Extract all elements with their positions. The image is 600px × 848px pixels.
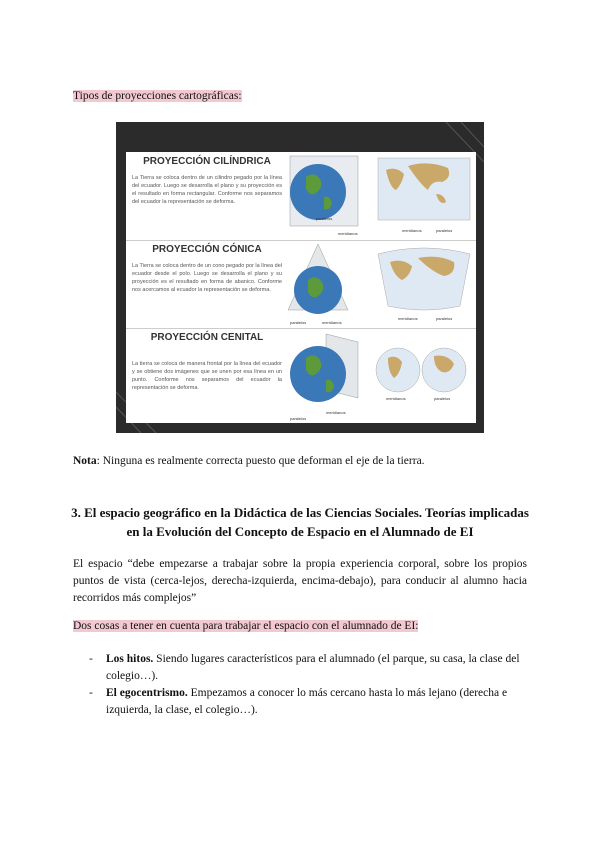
label-paralelos-map: paralelos (436, 316, 453, 321)
projection-row-conic (126, 240, 476, 329)
cylindrical-illustration (286, 152, 476, 240)
list-item: - Los hitos. Siendo lugares característicos para el alumnado (el parque, su casa, la clase del colegio…). (89, 653, 520, 682)
label-paralelos: paralelos (290, 416, 307, 421)
subheading: Dos cosas a tener en cuenta para trabajar el espacio con el alumnado de EI: (73, 620, 419, 632)
note-text: : Ninguna es realmente correcta puesto que deforman el eje de la tierra. (96, 455, 425, 467)
label-meridianos-map: meridianos (402, 228, 422, 233)
label-paralelos-map: paralelos (436, 228, 453, 233)
projection-description: La tierra se coloca de manera frontal por la línea del ecuador y se obtiene dos imágenes que se unen por esa línea en un punto. Conforme nos separamos del ecuador la representación se deforma. (132, 361, 282, 391)
projections-panel (126, 152, 476, 423)
label-meridianos-map: meridianos (398, 316, 418, 321)
projection-title: PROYECCIÓN CILÍNDRICA (143, 156, 271, 167)
projection-title: PROYECCIÓN CENITAL (150, 332, 264, 343)
note-label: Nota (73, 455, 97, 467)
list-item: - El egocentrismo. Empezamos a conocer lo más cercano hasta lo más lejano (derecha e izquierda, la clase, el colegio…). (89, 687, 508, 716)
projection-row-azimuthal (126, 328, 476, 423)
projection-description: La Tierra se coloca dentro de un cilindro pegado por la línea del ecuador. Luego se desarrolla el plano y su proyección es el resultado en forma rectangular. Conforme nos separamos del ecuador la representación se deforma. (132, 175, 282, 205)
note-paragraph (73, 453, 527, 470)
section-title: 3. El espacio geográfico en la Didáctica de las Ciencias Sociales. Teorías implicadas en la Evolución del Concepto de Espacio en el Alumnado de EI (71, 505, 529, 539)
bullet-list (73, 651, 527, 719)
label-paralelos-map: paralelos (434, 396, 451, 401)
intro-heading: Tipos de proyecciones cartográficas: (73, 90, 242, 102)
globe-icon (290, 164, 346, 220)
azimuthal-illustration (286, 328, 476, 423)
label-meridianos: meridianos (322, 320, 342, 325)
quote-paragraph: El espacio “debe empezarse a trabajar sobre la propia experiencia corporal, sobre los propios puntos de vista (cerca-lejos, derecha-izquierda, encima-debajo), para conducir al alumno hacia recorridos más complejos” (73, 558, 527, 604)
label-paralelos: paralelos (290, 320, 307, 325)
label-meridianos-map: meridianos (386, 396, 406, 401)
label-paralelos: paralelos (316, 216, 333, 221)
projection-row-cylindrical (126, 152, 476, 241)
conic-illustration (286, 240, 476, 328)
label-meridianos: meridianos (338, 231, 358, 236)
label-meridianos: meridianos (326, 410, 346, 415)
projections-figure (116, 122, 484, 433)
globe-icon (290, 346, 346, 402)
projection-title: PROYECCIÓN CÓNICA (152, 244, 262, 255)
projection-description: La Tierra se coloca dentro de un cono pegado por la línea del ecuador desde el polo. Luego se desarrolla el plano y su proyección es el resultado en forma de abanico. Conforme nos acercamos al ecuador la representación se deforma. (132, 263, 282, 293)
